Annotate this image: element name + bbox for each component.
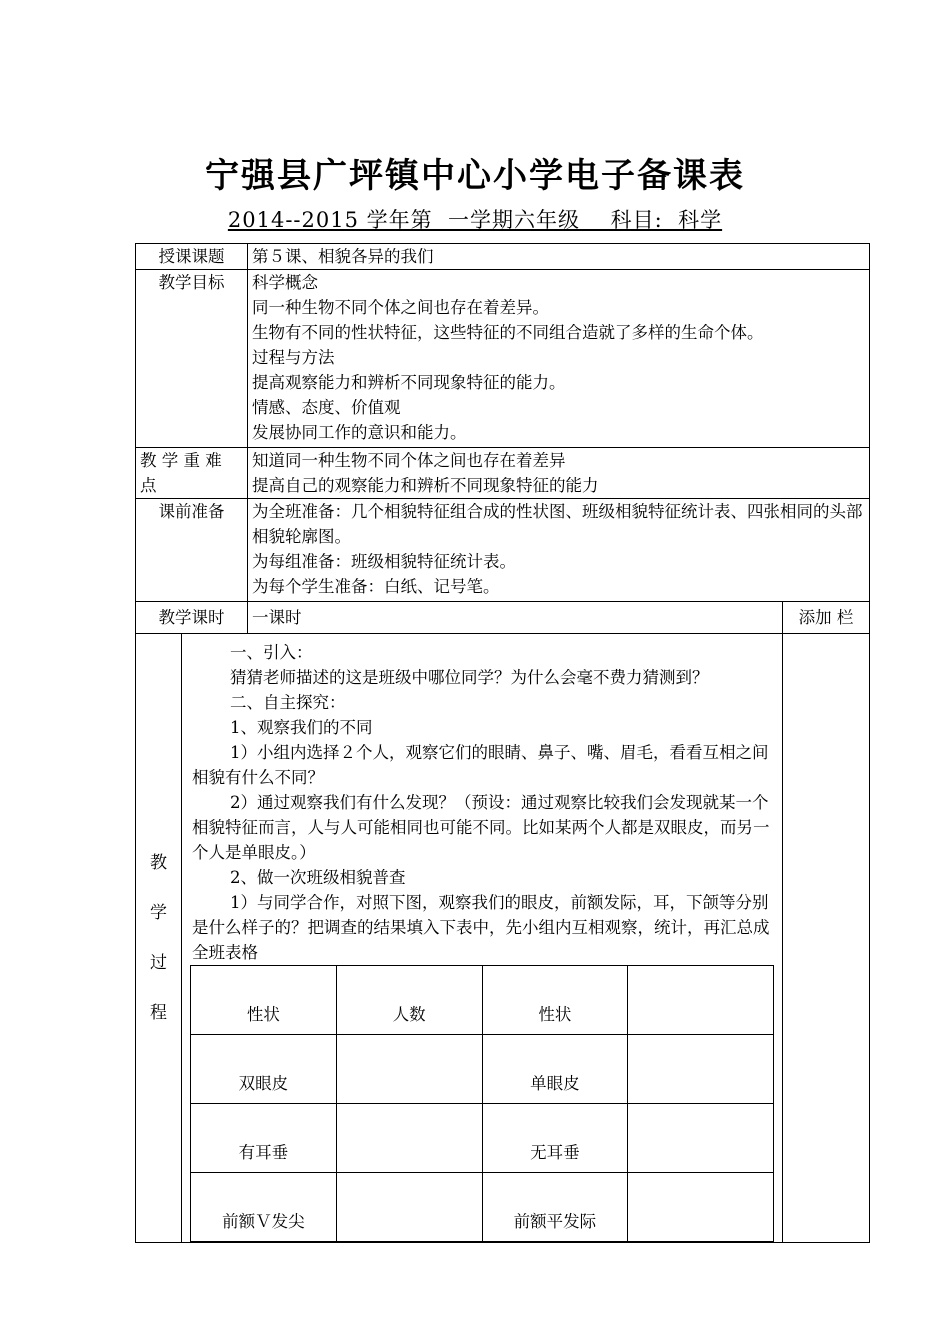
survey-cell: 前额Ｖ发尖	[191, 1173, 337, 1242]
preparation-line: 为每组准备：班级相貌特征统计表。	[252, 552, 516, 571]
key-points-line: 提高自己的观察能力和辨析不同现象特征的能力	[252, 476, 599, 495]
process-text	[182, 634, 782, 965]
key-points-line: 知道同一种生物不同个体之间也存在着差异	[252, 451, 566, 470]
subtitle-text: 2014--2015 学年第 一学期六年级 科目: 科学	[227, 208, 723, 232]
process-paragraph: 1、观察我们的不同	[230, 718, 373, 737]
process-paragraph: 1）小组内选择２个人，观察它们的眼睛、鼻子、嘴、眉毛，看看互相之间相貌有什么不同？	[192, 743, 769, 787]
goals-content	[248, 270, 870, 448]
process-paragraph: 1）与同学合作，对照下图，观察我们的眼皮，前额发际，耳，下颌等分别是什么样子的？把调查的结果填入下表中，先小组内互相观察，统计，再汇总成全班表格	[192, 893, 770, 962]
row-topic	[136, 244, 870, 270]
survey-cell: 前额平发际	[482, 1173, 628, 1242]
row-key-points	[136, 448, 870, 499]
process-paragraph: 二、自主探究：	[230, 693, 346, 712]
goals-line: 提高观察能力和辨析不同现象特征的能力。	[252, 373, 566, 392]
row-period	[136, 602, 870, 634]
survey-cell	[336, 1173, 482, 1242]
survey-header-cell: 性状	[191, 966, 337, 1035]
row-goals	[136, 270, 870, 448]
goals-label: 教学目标	[136, 270, 248, 448]
lesson-plan-table	[135, 243, 870, 1243]
process-label-char: 程	[150, 1003, 167, 1023]
survey-header-cell: 性状	[482, 966, 628, 1035]
survey-cell: 双眼皮	[191, 1035, 337, 1104]
survey-cell: 有耳垂	[191, 1104, 337, 1173]
process-paragraph: 猜猜老师描述的这是班级中哪位同学？为什么会毫不费力猜测到？	[230, 668, 709, 687]
goals-line: 生物有不同的性状特征，这些特征的不同组合造就了多样的生命个体。	[252, 323, 764, 342]
process-paragraph: 一、引入：	[230, 643, 313, 662]
goals-line: 发展协同工作的意识和能力。	[252, 423, 467, 442]
page-title: 宁强县广坪镇中心小学电子备课表	[205, 156, 745, 196]
process-label-char: 过	[150, 953, 167, 973]
preparation-label: 课前准备	[136, 499, 248, 602]
survey-table	[190, 965, 774, 1242]
goals-line: 情感、态度、价值观	[252, 398, 401, 417]
extra-column-cell	[783, 634, 870, 1243]
survey-row	[191, 1035, 774, 1104]
preparation-line: 为全班准备：几个相貌特征组合成的性状图、班级相貌特征统计表、四张相同的头部相貌轮廓图。	[252, 502, 863, 546]
survey-cell	[628, 1104, 774, 1173]
goals-line: 科学概念	[252, 273, 318, 292]
survey-row	[191, 1173, 774, 1242]
goals-line: 过程与方法	[252, 348, 335, 367]
survey-header-row	[191, 966, 774, 1035]
process-paragraph: 2）通过观察我们有什么发现？（预设：通过观察比较我们会发现就某一个相貌特征而言，人与人可能相同也可能不同。比如某两个人都是双眼皮，而另一个人是单眼皮。）	[192, 793, 770, 862]
key-points-content	[248, 448, 870, 499]
period-value: 一课时	[248, 602, 783, 634]
process-content	[182, 634, 783, 1243]
process-label-char: 教	[150, 853, 167, 873]
survey-cell: 单眼皮	[482, 1035, 628, 1104]
survey-cell	[628, 1173, 774, 1242]
extra-column-label: 添加 栏	[783, 602, 870, 634]
topic-value: 第５课、相貌各异的我们	[248, 244, 870, 270]
survey-header-cell	[628, 966, 774, 1035]
survey-cell	[336, 1104, 482, 1173]
key-points-label-line: 教 学 重 难	[140, 451, 222, 470]
key-points-label-line: 点	[140, 476, 157, 495]
subtitle	[0, 204, 950, 234]
survey-row	[191, 1104, 774, 1173]
survey-header-cell: 人数	[336, 966, 482, 1035]
row-preparation	[136, 499, 870, 602]
topic-label: 授课课题	[136, 244, 248, 270]
survey-cell	[628, 1035, 774, 1104]
row-process	[136, 634, 870, 1243]
process-label	[136, 634, 182, 1243]
period-label: 教学课时	[136, 602, 248, 634]
process-paragraph: 2、做一次班级相貌普查	[230, 868, 406, 887]
key-points-label	[136, 448, 248, 499]
goals-line: 同一种生物不同个体之间也存在着差异。	[252, 298, 549, 317]
survey-cell	[336, 1035, 482, 1104]
process-label-char: 学	[150, 903, 167, 923]
preparation-content	[248, 499, 870, 602]
preparation-line: 为每个学生准备：白纸、记号笔。	[252, 577, 500, 596]
survey-cell: 无耳垂	[482, 1104, 628, 1173]
